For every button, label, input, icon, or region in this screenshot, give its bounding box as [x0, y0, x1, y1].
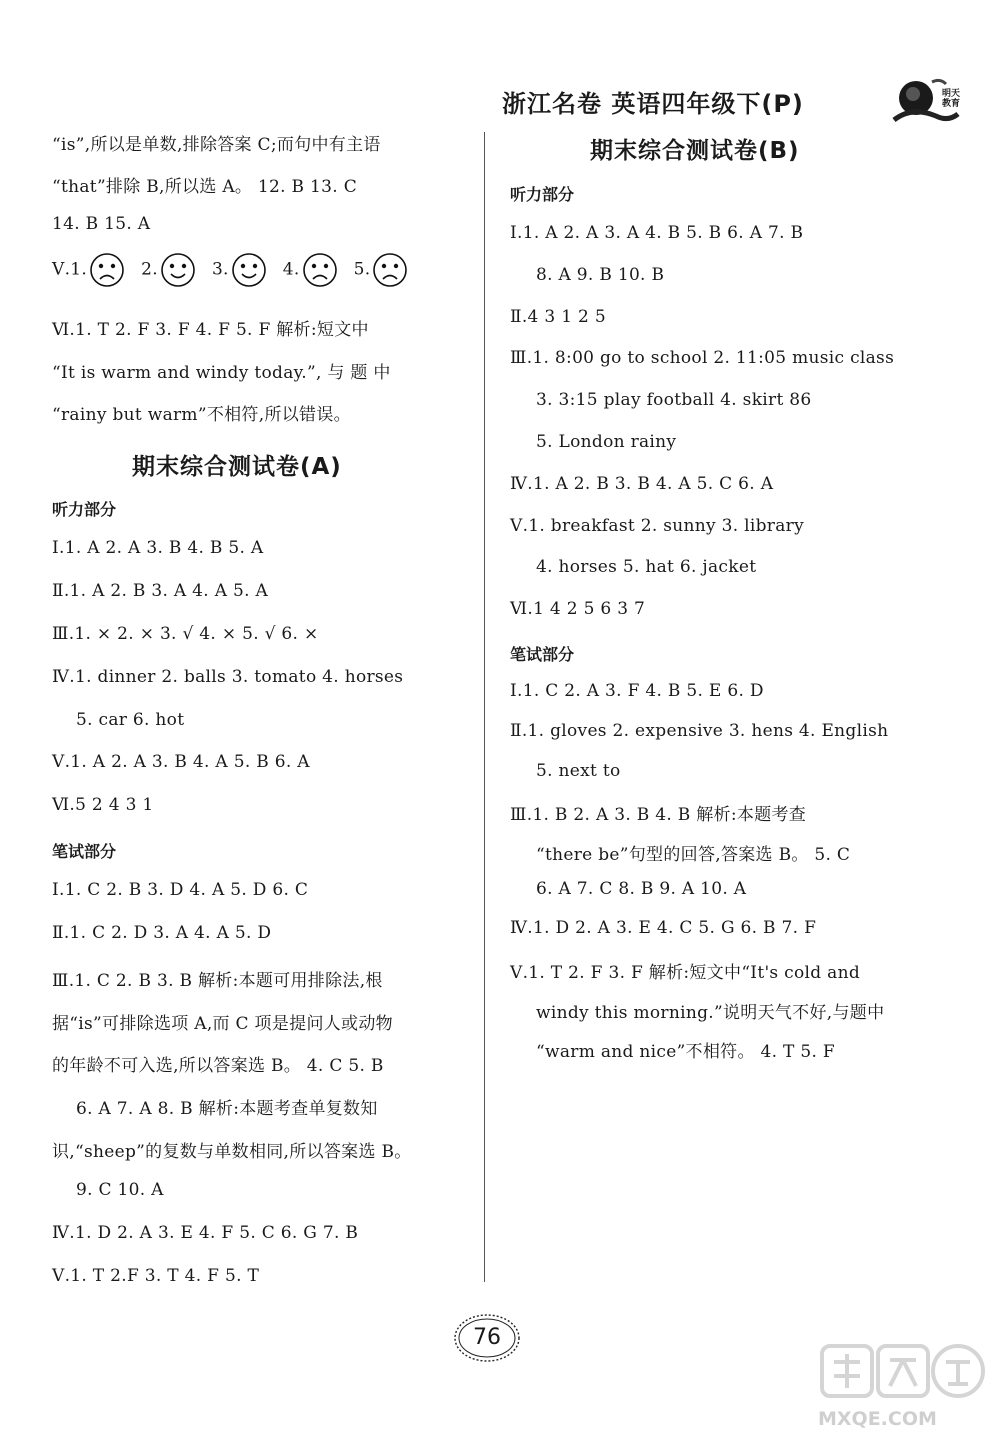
section-numeral: Ⅴ.: [52, 259, 71, 280]
header-title: 浙江名卷 英语四年级下(P): [502, 90, 804, 118]
logo-text: 明天教育: [942, 89, 961, 109]
answer-line: Ⅵ.1. T 2. F 3. F 4. F 5. F 解析:短文中: [52, 320, 369, 340]
answer-line: 4. horses 5. hat 6. jacket: [536, 557, 757, 577]
publisher-logo: [892, 76, 972, 128]
happy-face-icon: [160, 252, 196, 288]
answer-line: Ⅱ.1. C 2. D 3. A 4. A 5. D: [52, 923, 272, 943]
answer-line: Ⅴ.1. A 2. A 3. B 4. A 5. B 6. A: [52, 752, 310, 772]
answer-line: 的年龄不可入选,所以答案选 B。 4. C 5. B: [52, 1056, 384, 1076]
answer-line: 6. A 7. A 8. B 解析:本题考查单复数知: [76, 1099, 378, 1119]
answer-line: 8. A 9. B 10. B: [536, 265, 665, 285]
answer-line: 识,“sheep”的复数与单数相同,所以答案选 B。: [52, 1142, 412, 1162]
answer-line: “there be”句型的回答,答案选 B。 5. C: [536, 845, 851, 865]
sad-face-icon: [89, 252, 125, 288]
watermark: [818, 1340, 988, 1430]
answer-line: Ⅴ.1. T 2.F 3. T 4. F 5. T: [52, 1266, 260, 1286]
answer-line: Ⅲ.1. B 2. A 3. B 4. B 解析:本题考查: [510, 805, 807, 825]
test-a-title: 期末综合测试卷(A): [132, 454, 342, 480]
test-b-title: 期末综合测试卷(B): [590, 138, 800, 164]
written-heading: 笔试部分: [52, 842, 117, 861]
answer-line: Ⅲ.1. × 2. × 3. √ 4. × 5. √ 6. ×: [52, 624, 319, 644]
answer-line: 14. B 15. A: [52, 214, 151, 234]
answer-line: Ⅴ.1. breakfast 2. sunny 3. library: [510, 516, 804, 536]
listening-heading: 听力部分: [510, 185, 575, 204]
answer-line: Ⅰ.1. A 2. A 3. A 4. B 5. B 6. A 7. B: [510, 223, 804, 243]
sad-face-icon: [302, 252, 338, 288]
answer-line: 5. car 6. hot: [76, 710, 185, 730]
faces-row: [52, 252, 424, 288]
answer-line: 据“is”可排除选项 A,而 C 项是提问人或动物: [52, 1014, 393, 1034]
watermark-logo-icon: [818, 1340, 988, 1406]
answer-line: 6. A 7. C 8. B 9. A 10. A: [536, 879, 747, 899]
answer-line: 5. next to: [536, 761, 621, 781]
answer-line: Ⅳ.1. D 2. A 3. E 4. C 5. G 6. B 7. F: [510, 918, 817, 938]
page-number: [452, 1312, 522, 1364]
answer-line: 5. London rainy: [536, 432, 677, 452]
answer-line: Ⅳ.1. A 2. B 3. B 4. A 5. C 6. A: [510, 474, 774, 494]
answer-line: Ⅱ.4 3 1 2 5: [510, 307, 606, 327]
answer-line: Ⅳ.1. D 2. A 3. E 4. F 5. C 6. G 7. B: [52, 1223, 359, 1243]
answer-line: Ⅵ.1 4 2 5 6 3 7: [510, 599, 646, 619]
page-number-text: 76: [473, 1325, 501, 1350]
answer-line: windy this morning.”说明天气不好,与题中: [536, 1003, 885, 1023]
listening-heading: 听力部分: [52, 500, 117, 519]
watermark-text: MXQE.COM: [818, 1408, 937, 1430]
page-header: [502, 76, 972, 124]
answer-line: “It is warm and windy today.”, 与 题 中: [52, 363, 391, 383]
face-number: 4.: [282, 259, 300, 280]
happy-face-icon: [231, 252, 267, 288]
answer-line: “rainy but warm”不相符,所以错误。: [52, 405, 351, 425]
answer-line: Ⅰ.1. A 2. A 3. B 4. B 5. A: [52, 538, 264, 558]
answer-line: “that”排除 B,所以选 A。 12. B 13. C: [52, 177, 357, 197]
answer-line: 3. 3:15 play football 4. skirt 86: [536, 390, 812, 410]
answer-line: Ⅱ.1. gloves 2. expensive 3. hens 4. English: [510, 721, 889, 741]
column-divider: [484, 132, 485, 1282]
face-number: 3.: [211, 259, 229, 280]
answer-line: Ⅰ.1. C 2. A 3. F 4. B 5. E 6. D: [510, 681, 764, 701]
sad-face-icon: [372, 252, 408, 288]
written-heading: 笔试部分: [510, 645, 575, 664]
answer-line: Ⅲ.1. 8:00 go to school 2. 11:05 music class: [510, 348, 895, 368]
answer-line: Ⅵ.5 2 4 3 1: [52, 795, 154, 815]
answer-line: Ⅰ.1. C 2. B 3. D 4. A 5. D 6. C: [52, 880, 309, 900]
face-number: 1.: [70, 259, 88, 280]
answer-line: Ⅲ.1. C 2. B 3. B 解析:本题可用排除法,根: [52, 971, 383, 991]
answer-line: Ⅱ.1. A 2. B 3. A 4. A 5. A: [52, 581, 269, 601]
answer-line: “warm and nice”不相符。 4. T 5. F: [536, 1042, 835, 1062]
face-number: 5.: [353, 259, 371, 280]
answer-line: 9. C 10. A: [76, 1180, 164, 1200]
face-number: 2.: [141, 259, 158, 280]
answer-line: Ⅳ.1. dinner 2. balls 3. tomato 4. horses: [52, 667, 404, 687]
answer-line: Ⅴ.1. T 2. F 3. F 解析:短文中“It's cold and: [510, 963, 861, 983]
answer-line: “is”,所以是单数,排除答案 C;而句中有主语: [52, 135, 381, 155]
